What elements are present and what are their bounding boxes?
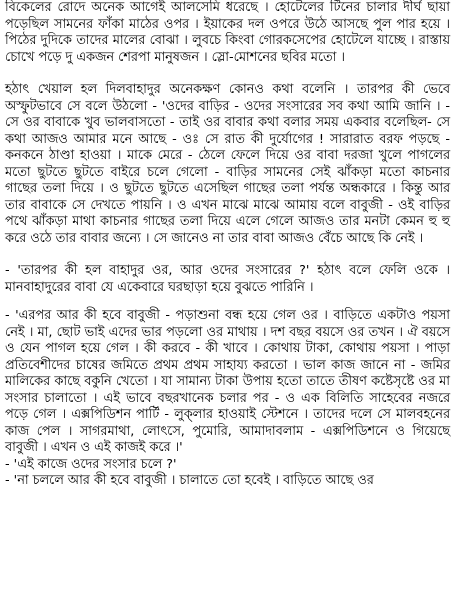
dialogue-3: - 'এই কাজে ওদের সংসার চলে ?' — [5, 456, 177, 472]
paragraph-spacer — [5, 247, 450, 263]
dialogue-2: - 'এরপর আর কী হবে বাবুজী - পড়াশুনা বন্ধ হয়ে গেল ওর । বাড়িতে একটাও পয়সা নেই । মা, ছোট ভাই এদের ভার পড়লো ওর মাথায় । দশ বছর বয়সে ওর তখন । ঐ বয়সে ও যেন পাগল হয়ে গেল । কী করবে - কী খাবে । কোথায় টাকা, কোথায় পয়সা । পাড়া প্রতিবেশীদের চাষের জমিতে প্রথম প্রথম সাহায্য করতো । ভাল কাজ জানে না - জমির মালিকের কাছে বকুনি খেতো । যা সামান্য টাকা উপায় হতো তাতে তীষণ কষ্টেসৃষ্টে ওর মা সংসার চালাতো । এই ভাবে বছরখানেক চলার পর - ও এক বিলিতি সাহেবের নজরে পড়ে গেল । এক্সপিডিশন পার্টি - লুক্‌লার হাওয়াই স্টেশনে । তাদের দলে সে মালবহনের কাজ পেল । সাগরমাথা, লোৎসে, পুমোরি, আমাদাবলাম - এক্সপিডিশনে ও গিয়েছে বাবুজী । এখন ও এই কাজই করে ।' — [5, 308, 450, 455]
paragraph-spacer — [5, 296, 450, 308]
paragraph-1: বিকেলের রোদে অনেক আগেই আলসেমি ধরেছে । হোটেলের টিনের চালার দীর্ঘ ছায়া পড়েছিল সামনের ফাঁকা মাঠের ওপর । ইয়াকের দল ওপরে উঠে আসছে পুল পার হয়ে । পিঠের দুদিকে তাদের মালের বোঝা । লুবচে কিংবা গোরকসেপের হোটেলে যাচ্ছে । রাস্তায় চোখে পড়ে দু একজন শেরপা মানুষজন । স্লো-মোশনের ছবির মতো । — [5, 0, 450, 65]
dialogue-1: - 'তারপর কী হল বাহাদুর ওর, আর ওদের সংসারের ?' হঠাৎ বলে ফেলি ওকে । মানবাহাদুরের বাবা যে একেবারে ঘরছাড়া হয়ে বুঝতে পারিনি । — [5, 263, 450, 295]
paragraph-2: হঠাৎ খেয়াল হল দিলবাহাদুর অনেকক্ষণ কোনও কথা বলেনি । তারপর কী ভেবে অস্ফুটভাবে সে বলে উঠলো - 'ওদের বাড়ির - ওদের সংসারের সব কথা আমি জানি । - সে ওর বাবাকে খুব ভালবাসতো - তাই ওর বাবার কথা বলার সময় একবার বলেছিল- সে কথা আজও আমার মনে আছে - ওঃ সে রাত কী দুর্যোগের ! সারারাত বরফ পড়ছে - কনকনে ঠাণ্ডা হাওয়া । মাকে মেরে - ঠেলে ফেলে দিয়ে ওর বাবা দরজা খুলে পাগলের মতো ছুটতে ছুটতে বাইরে চলে গেলো - বাড়ির সামনের সেই ঝাঁকড়া মতো কাচনার গাছের তলা দিয়ে । ও ছুটতে ছুটতে এসেছিল গাছের তলা পর্যন্ত অন্ধকারে । কিন্তু আর তার বাবাকে সে দেখতে পায়নি । ও এখন মাঝে মাঝে আমায় বলে বাবুজী - ওই বাড়ির পথে ঝাঁকড়া মাথা কাচনার গাছের তলা দিয়ে এলে গেলে আজও তার মনটা কেমন হু হু করে ওঠে তার বাবার জন্যে । সে জানেও না তার বাবা আজও বেঁচে আছে কি নেই । — [5, 82, 450, 246]
dialogue-4: - 'না চললে আর কী হবে বাবুজী । চালাতে তো হবেই । বাড়িতে আছে ওর — [5, 473, 374, 488]
paragraph-spacer — [5, 66, 450, 82]
